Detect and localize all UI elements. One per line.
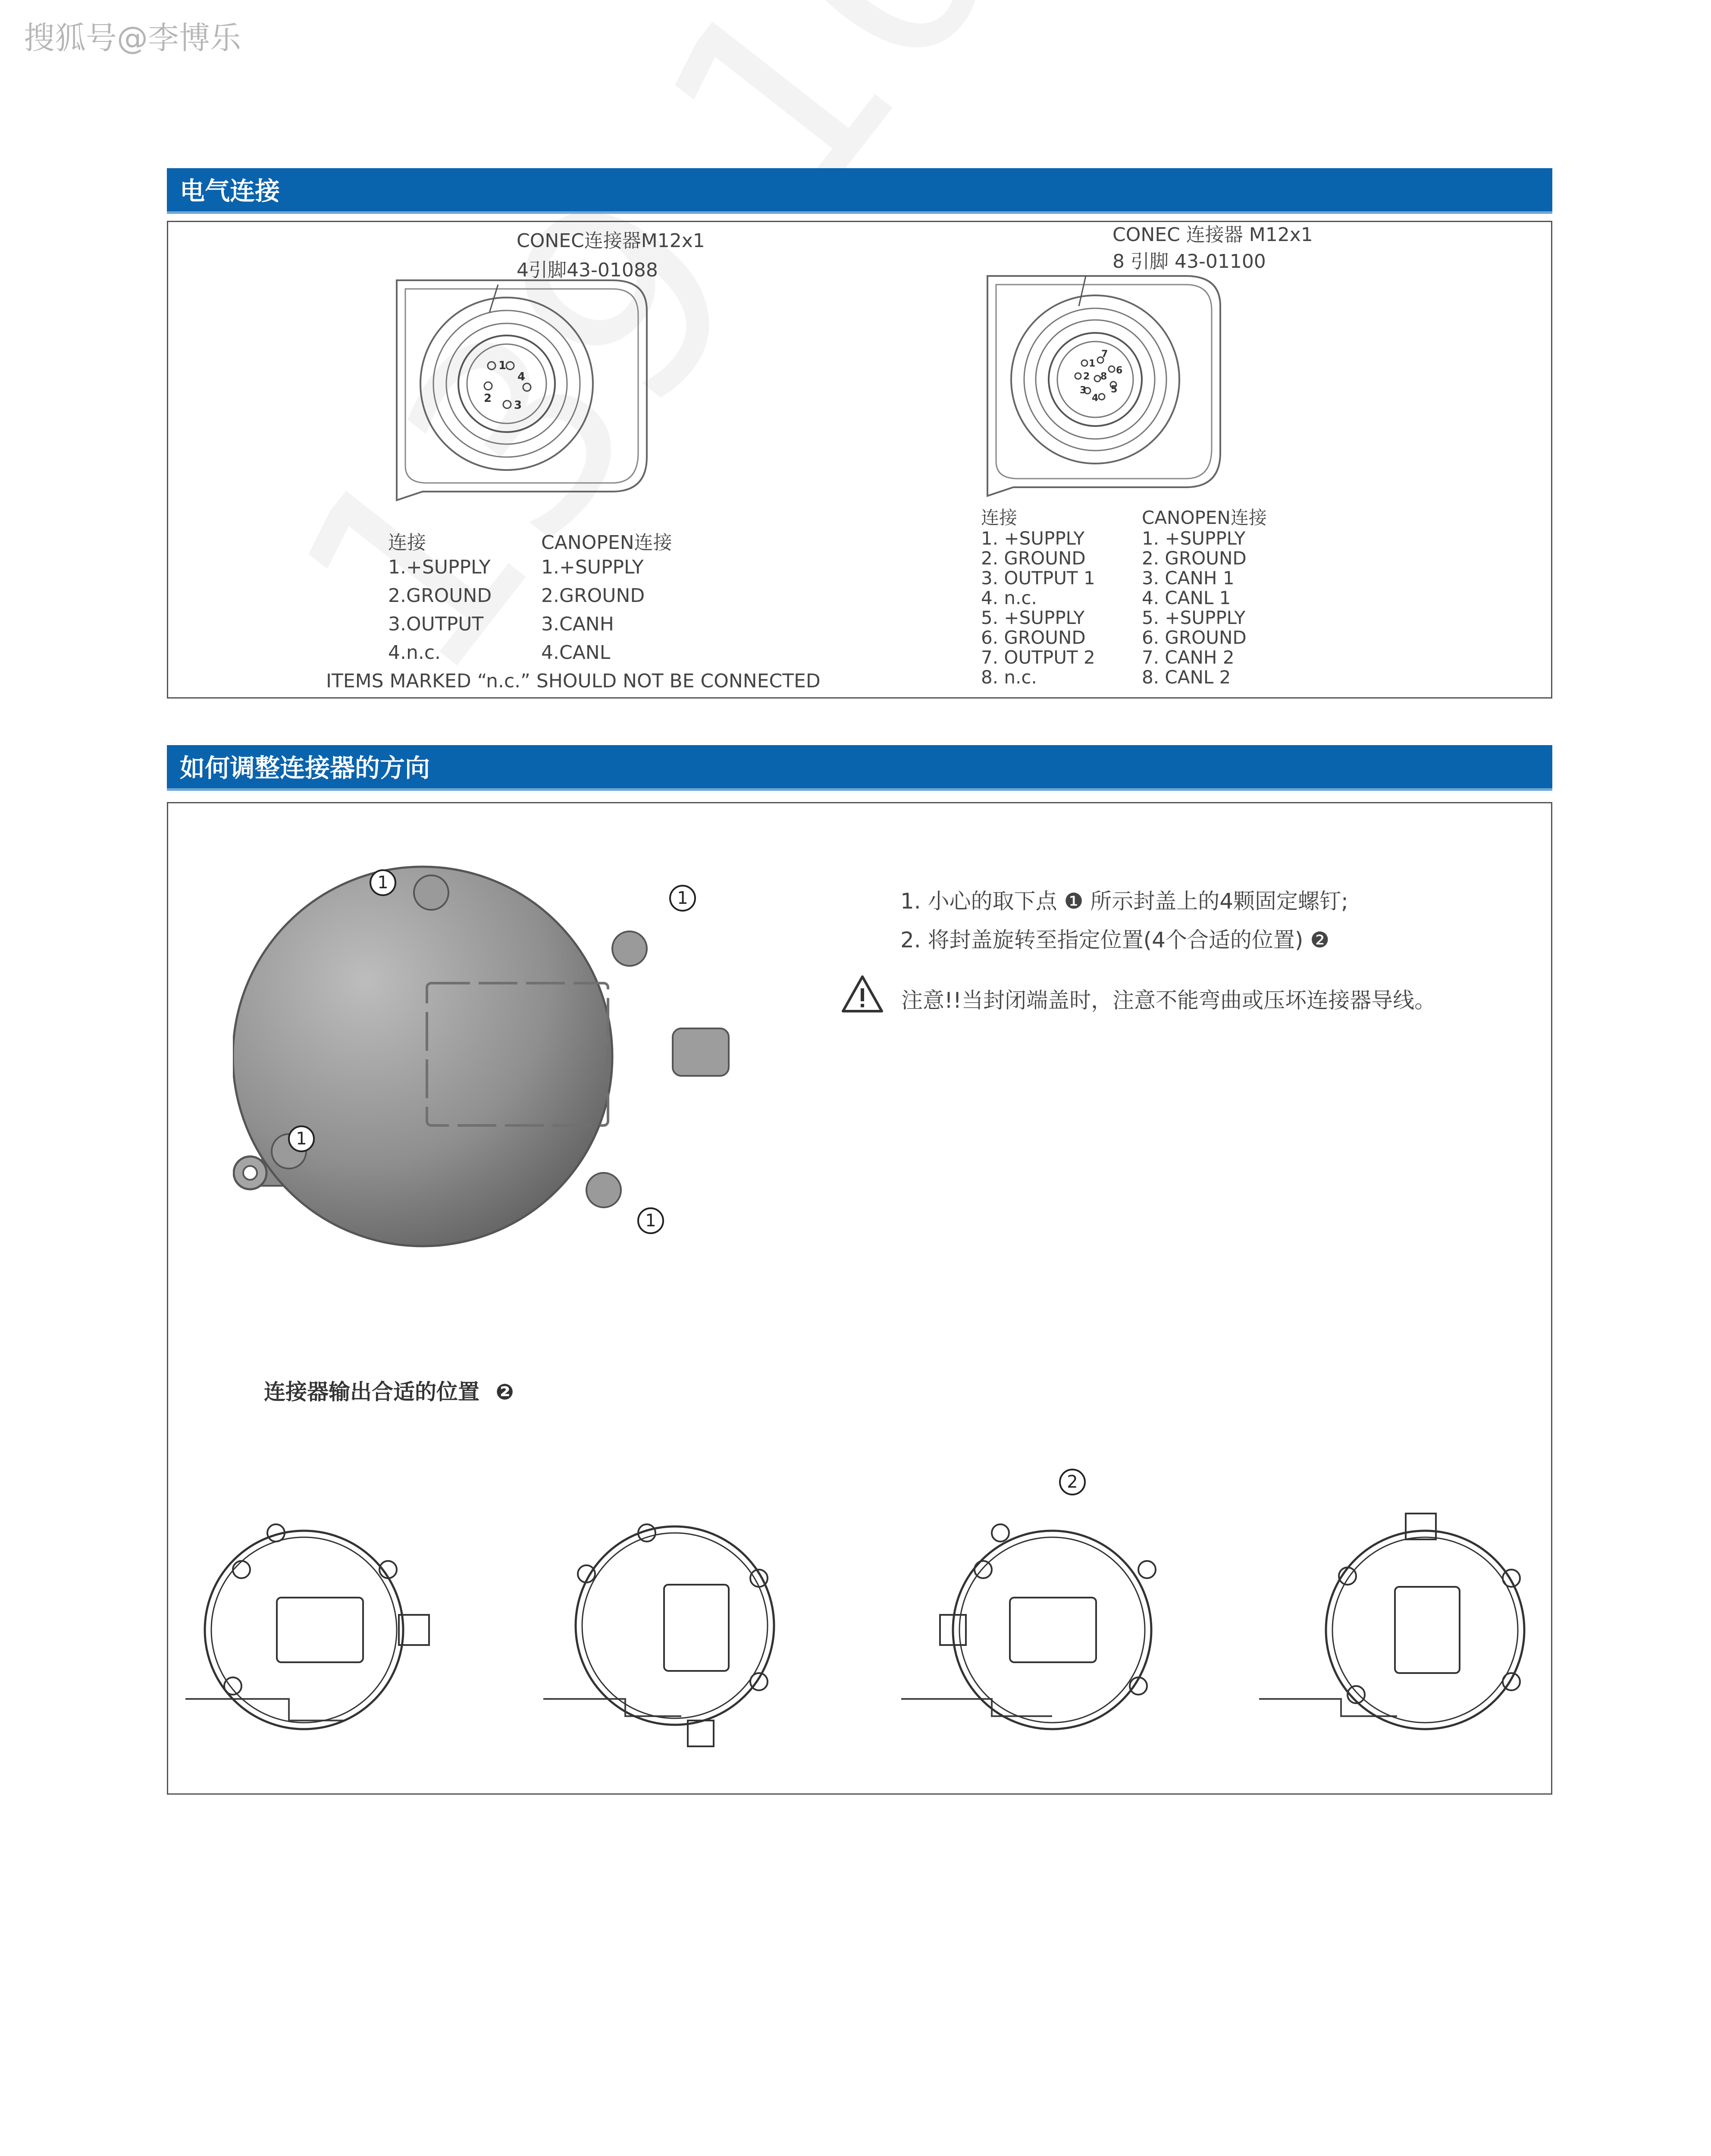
list-item: 2. GROUND: [1142, 548, 1247, 569]
list-item: 8. n.c.: [981, 667, 1037, 688]
step-1-marker: ❶: [1064, 889, 1084, 914]
pin-label-2: 2: [484, 392, 492, 405]
pin-label-4: 4: [517, 370, 526, 383]
pin-label-8: 8: [1100, 371, 1107, 382]
list-item: 7. OUTPUT 2: [981, 647, 1095, 668]
list-item: 1. +SUPPLY: [1142, 528, 1246, 549]
section-header-electrical: 电气连接: [167, 168, 1552, 214]
step-2-marker: ❷: [1310, 928, 1330, 953]
left-col2-list: [541, 556, 645, 670]
callout-1: 1: [669, 885, 696, 912]
pin-label-4: 4: [1092, 393, 1099, 404]
list-item: 4.n.c.: [388, 642, 441, 664]
orientation-position-1: [181, 1514, 448, 1755]
connector-8pin-drawing: [979, 263, 1229, 505]
left-col1-list: [388, 556, 492, 670]
list-item: 3.CANH: [541, 613, 614, 635]
list-item: 3.OUTPUT: [388, 613, 484, 635]
step-1-suffix: 所示封盖上的4颗固定螺钉;: [1090, 889, 1348, 914]
pin-label-6: 6: [1116, 365, 1123, 376]
list-item: 6. GROUND: [981, 627, 1086, 648]
step-2-text: 2. 将封盖旋转至指定位置(4个合适的位置): [900, 928, 1304, 953]
callout-1: 1: [637, 1207, 664, 1234]
pin-label-1: 1: [498, 359, 507, 372]
list-item: 8. CANL 2: [1142, 667, 1231, 688]
list-item: 2.GROUND: [388, 585, 492, 607]
list-item: 4. CANL 1: [1142, 587, 1231, 608]
callout-2: 2: [1059, 1469, 1086, 1495]
connector-4pin-drawing: [388, 267, 664, 509]
right-col1-header: 连接: [981, 507, 1018, 528]
pin-label-7: 7: [1101, 349, 1108, 360]
pin-label-2: 2: [1083, 371, 1090, 382]
left-col2-header: CANOPEN连接: [541, 532, 672, 554]
orientation-position-2: [539, 1514, 806, 1755]
orientation-position-4: [1255, 1501, 1531, 1751]
nc-footnote: ITEMS MARKED “n.c.” SHOULD NOT BE CONNECTED: [326, 670, 821, 692]
section-frame-electrical: [167, 221, 1552, 699]
list-item: 1. +SUPPLY: [981, 528, 1085, 549]
orientation-position-3: [897, 1514, 1164, 1755]
list-item: 1.+SUPPLY: [388, 556, 491, 578]
warning-icon: [841, 975, 884, 1013]
list-item: 3. OUTPUT 1: [981, 567, 1095, 589]
left-connector-code: 4引脚43-01088: [517, 259, 658, 281]
instruction-step-2: [900, 923, 1329, 954]
list-item: 2. GROUND: [981, 548, 1086, 569]
right-col2-header: CANOPEN连接: [1142, 507, 1267, 528]
callout-1: 1: [370, 869, 396, 896]
list-item: 3. CANH 1: [1142, 567, 1235, 589]
section-header-orientation: 如何调整连接器的方向: [167, 745, 1552, 791]
positions-marker: ❷: [495, 1379, 514, 1404]
list-item: 4. n.c.: [981, 587, 1037, 608]
pin-label-3: 3: [514, 399, 522, 412]
positions-label: 连接器输出合适的位置: [264, 1379, 479, 1404]
list-item: 6. GROUND: [1142, 627, 1247, 648]
right-connector-name: CONEC 连接器 M12x1: [1112, 224, 1313, 246]
step-1-text: 1. 小心的取下点: [900, 889, 1057, 914]
right-col1-list: [981, 529, 1095, 687]
pin-label-1: 1: [1089, 358, 1096, 369]
list-item: 4.CANL: [541, 642, 611, 664]
pin-label-5: 5: [1111, 384, 1118, 395]
list-item: 1.+SUPPLY: [541, 556, 644, 578]
housing-photo: [233, 858, 750, 1263]
instruction-step-1: [900, 884, 1348, 915]
list-item: 5. +SUPPLY: [981, 607, 1085, 628]
positions-heading: [264, 1375, 514, 1406]
pin-label-3: 3: [1080, 385, 1087, 396]
callout-1: 1: [288, 1125, 315, 1152]
right-connector-code: 8 引脚 43-01100: [1112, 251, 1266, 273]
list-item: 5. +SUPPLY: [1142, 607, 1246, 628]
left-col1-header: 连接: [388, 532, 426, 554]
left-connector-name: CONEC连接器M12x1: [517, 230, 705, 252]
warning-text: 注意!!当封闭端盖时，注意不能弯曲或压坏连接器导线。: [901, 988, 1436, 1013]
list-item: 7. CANH 2: [1142, 647, 1235, 668]
watermark-text: 搜狐号@李博乐: [24, 20, 241, 56]
list-item: 2.GROUND: [541, 585, 645, 607]
right-col2-list: [1142, 529, 1247, 687]
